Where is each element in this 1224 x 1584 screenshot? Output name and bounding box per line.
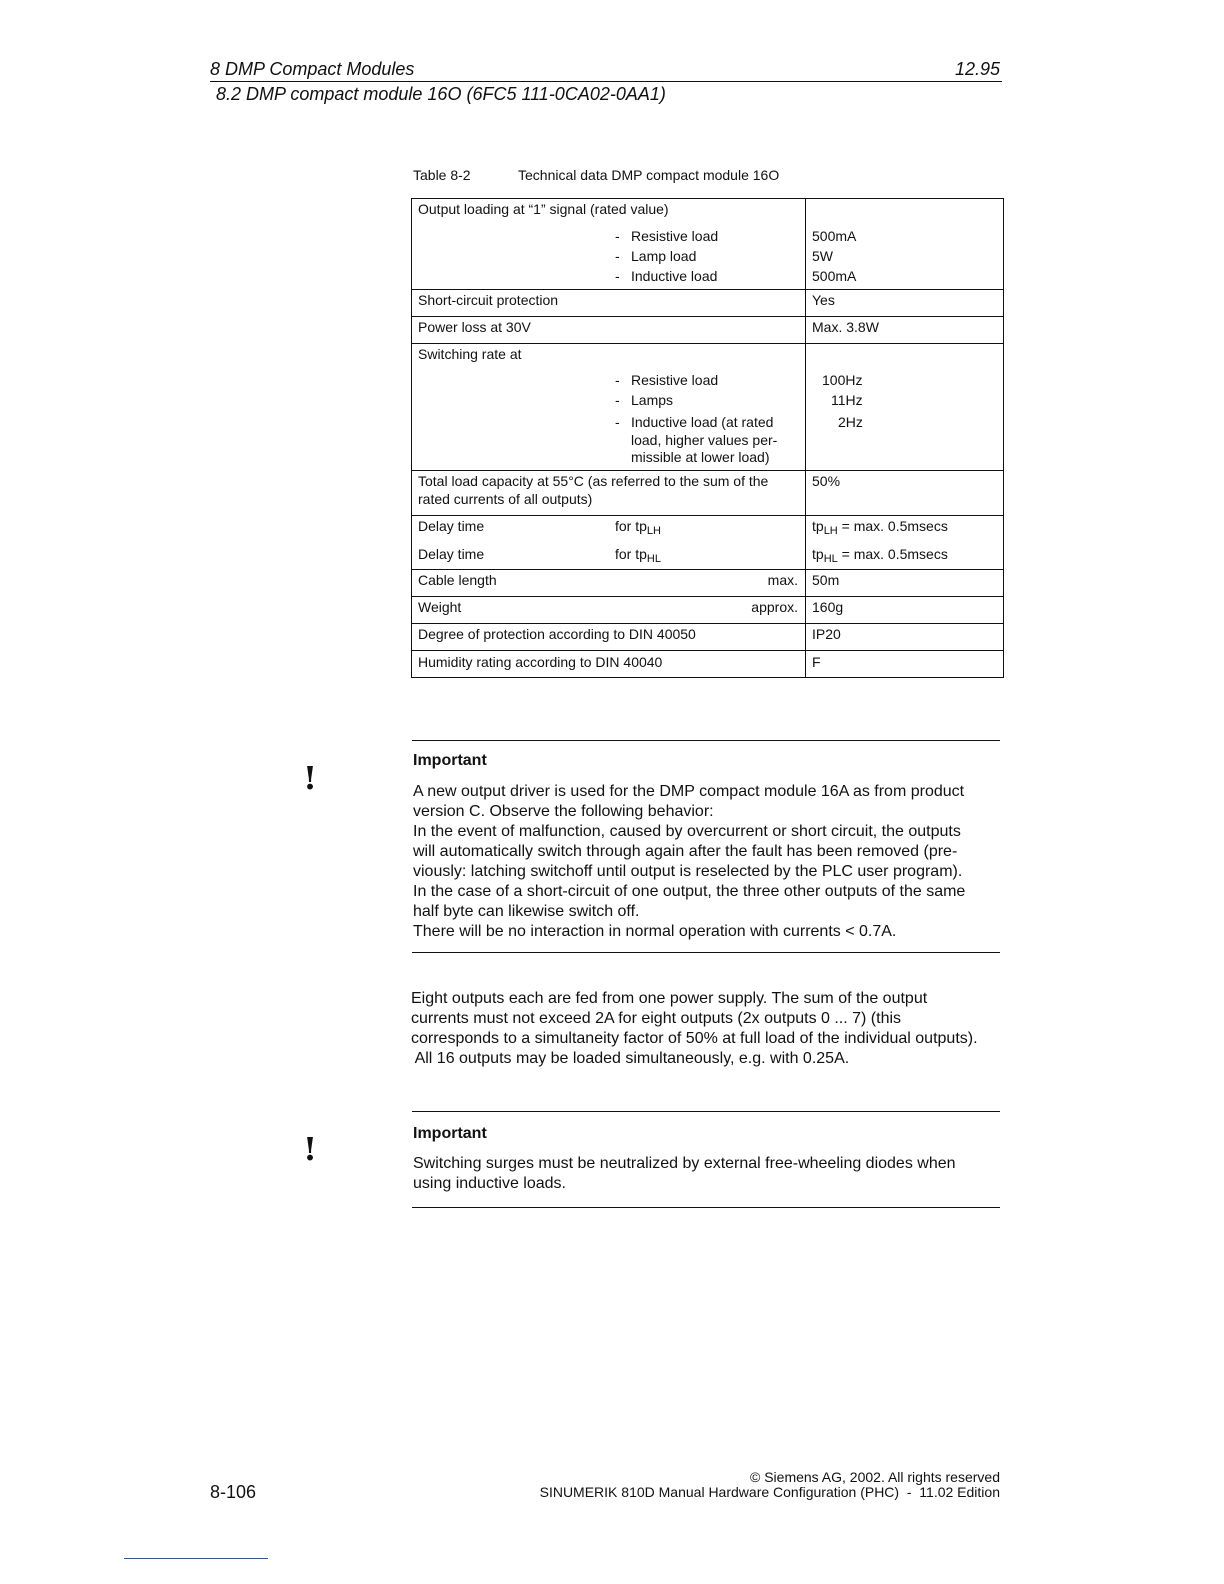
table-row	[412, 651, 1004, 678]
table-caption-number: Table 8-2	[413, 167, 471, 183]
important-title: Important	[413, 752, 487, 769]
page-number: 8-106	[210, 1482, 257, 1502]
table-row	[412, 624, 1004, 651]
row-label: Delay time	[418, 546, 485, 562]
dash: -	[615, 248, 620, 264]
divider	[412, 740, 1000, 741]
dash: -	[615, 268, 620, 284]
delay-condition: for $tp_{LH}$	[615, 518, 661, 537]
row-label: Weight	[418, 599, 462, 615]
row-qualifier: max.	[767, 572, 798, 588]
dash: -	[615, 414, 620, 430]
item-name: Lamps	[631, 392, 674, 408]
footnote-rule	[124, 1558, 268, 1559]
row-label: rated currents of all outputs)	[418, 491, 593, 507]
important-title: Important	[413, 1125, 487, 1142]
output-loading-label: Output loading at “1” signal (rated value)	[418, 201, 669, 217]
header-date: 12.95	[955, 59, 1001, 79]
table-row	[412, 317, 1004, 344]
divider	[412, 1207, 1000, 1208]
important-text: Switching surges must be neutralized by external free-wheeling diodes when using inductive loads.	[413, 1155, 956, 1192]
footer-copyright: © Siemens AG, 2002. All rights reserved	[750, 1469, 1000, 1485]
item-name: Inductive load (at rated	[631, 414, 774, 430]
item-value: 11Hz	[831, 392, 863, 408]
table-row	[412, 344, 1004, 471]
table-row	[412, 471, 1004, 516]
dash: -	[615, 372, 620, 388]
item-name: missible at lower load)	[631, 449, 770, 465]
row-label: Cable length	[418, 572, 497, 588]
dash: -	[615, 228, 620, 244]
header-rule	[210, 81, 1002, 82]
important-text: A new output driver is used for the DMP compact module 16A as from product version C. Observe the following behavior: In the event of malfunction, caused by overcurrent or short circuit, the outputs will automatically switch through again after the fault has been removed (pre- viously: latching switchoff until output is reselected by the PLC user program). In the case of a short-circuit of one output, the three other outputs of the same half byte can likewise switch off. There will be no interaction in normal operation with currents < 0.7A.	[413, 783, 966, 940]
table-caption-title: Technical data DMP compact module 16O	[518, 167, 780, 183]
section-title: 8.2 DMP compact module 16O (6FC5 111-0CA02-0AA1)	[216, 84, 666, 104]
row-label: Delay time	[418, 518, 485, 534]
technical-data-table	[411, 198, 1004, 678]
row-value: IP20	[812, 626, 841, 642]
table-row	[412, 516, 1004, 570]
switching-rate-label: Switching rate at	[418, 346, 522, 362]
row-value: 50m	[812, 572, 840, 588]
row-value: 160g	[812, 599, 844, 615]
body-paragraph: Eight outputs each are fed from one power supply. The sum of the output currents must not exceed 2A for eight outputs (2x outputs 0 ... 7) (this corresponds to a simultaneity factor of 50% at full load of the individual outputs). All 16 outputs may be loaded simultaneously, e.g. with 0.25A.	[411, 990, 978, 1067]
item-name: load, higher values per-	[631, 432, 778, 448]
item-name: Resistive load	[631, 372, 719, 388]
divider	[412, 1111, 1000, 1112]
row-label: Degree of protection according to DIN 40050	[418, 626, 696, 642]
warning-exclamation-icon: !	[303, 759, 318, 797]
table-row	[412, 597, 1004, 624]
row-value: F	[812, 654, 821, 670]
dash: -	[615, 392, 620, 408]
warning-exclamation-icon: !	[303, 1130, 318, 1168]
item-value: 5W	[812, 248, 833, 264]
item-name: Resistive load	[631, 228, 719, 244]
footer-manual-title: SINUMERIK 810D Manual Hardware Configuration (PHC) - 11.02 Edition	[539, 1484, 1000, 1500]
row-value: $tp_{HL} = \max$. 0.5msecs	[812, 546, 948, 565]
row-value: 50%	[812, 473, 841, 489]
chapter-title: 8 DMP Compact Modules	[210, 59, 415, 79]
row-label: Humidity rating according to DIN 40040	[418, 654, 663, 670]
table-row	[412, 290, 1004, 317]
delay-condition: for $tp_{HL}$	[615, 546, 661, 565]
row-qualifier: approx.	[751, 599, 798, 615]
table-row	[412, 570, 1004, 597]
table-row	[412, 199, 1004, 290]
item-value: 2Hz	[838, 414, 863, 430]
divider	[412, 952, 1000, 953]
row-label: Power loss at 30V	[418, 319, 531, 335]
row-label: Total load capacity at 55°C (as referred to the sum of the	[418, 473, 769, 489]
row-value: Yes	[812, 292, 835, 308]
row-value: $tp_{LH} = \max$. 0.5msecs	[812, 518, 948, 537]
item-name: Inductive load	[631, 268, 718, 284]
row-value: Max. 3.8W	[812, 319, 879, 335]
row-label: Short-circuit protection	[418, 292, 559, 308]
item-value: 500mA	[812, 268, 857, 284]
item-value: 100Hz	[822, 372, 863, 388]
item-name: Lamp load	[631, 248, 697, 264]
item-value: 500mA	[812, 228, 857, 244]
